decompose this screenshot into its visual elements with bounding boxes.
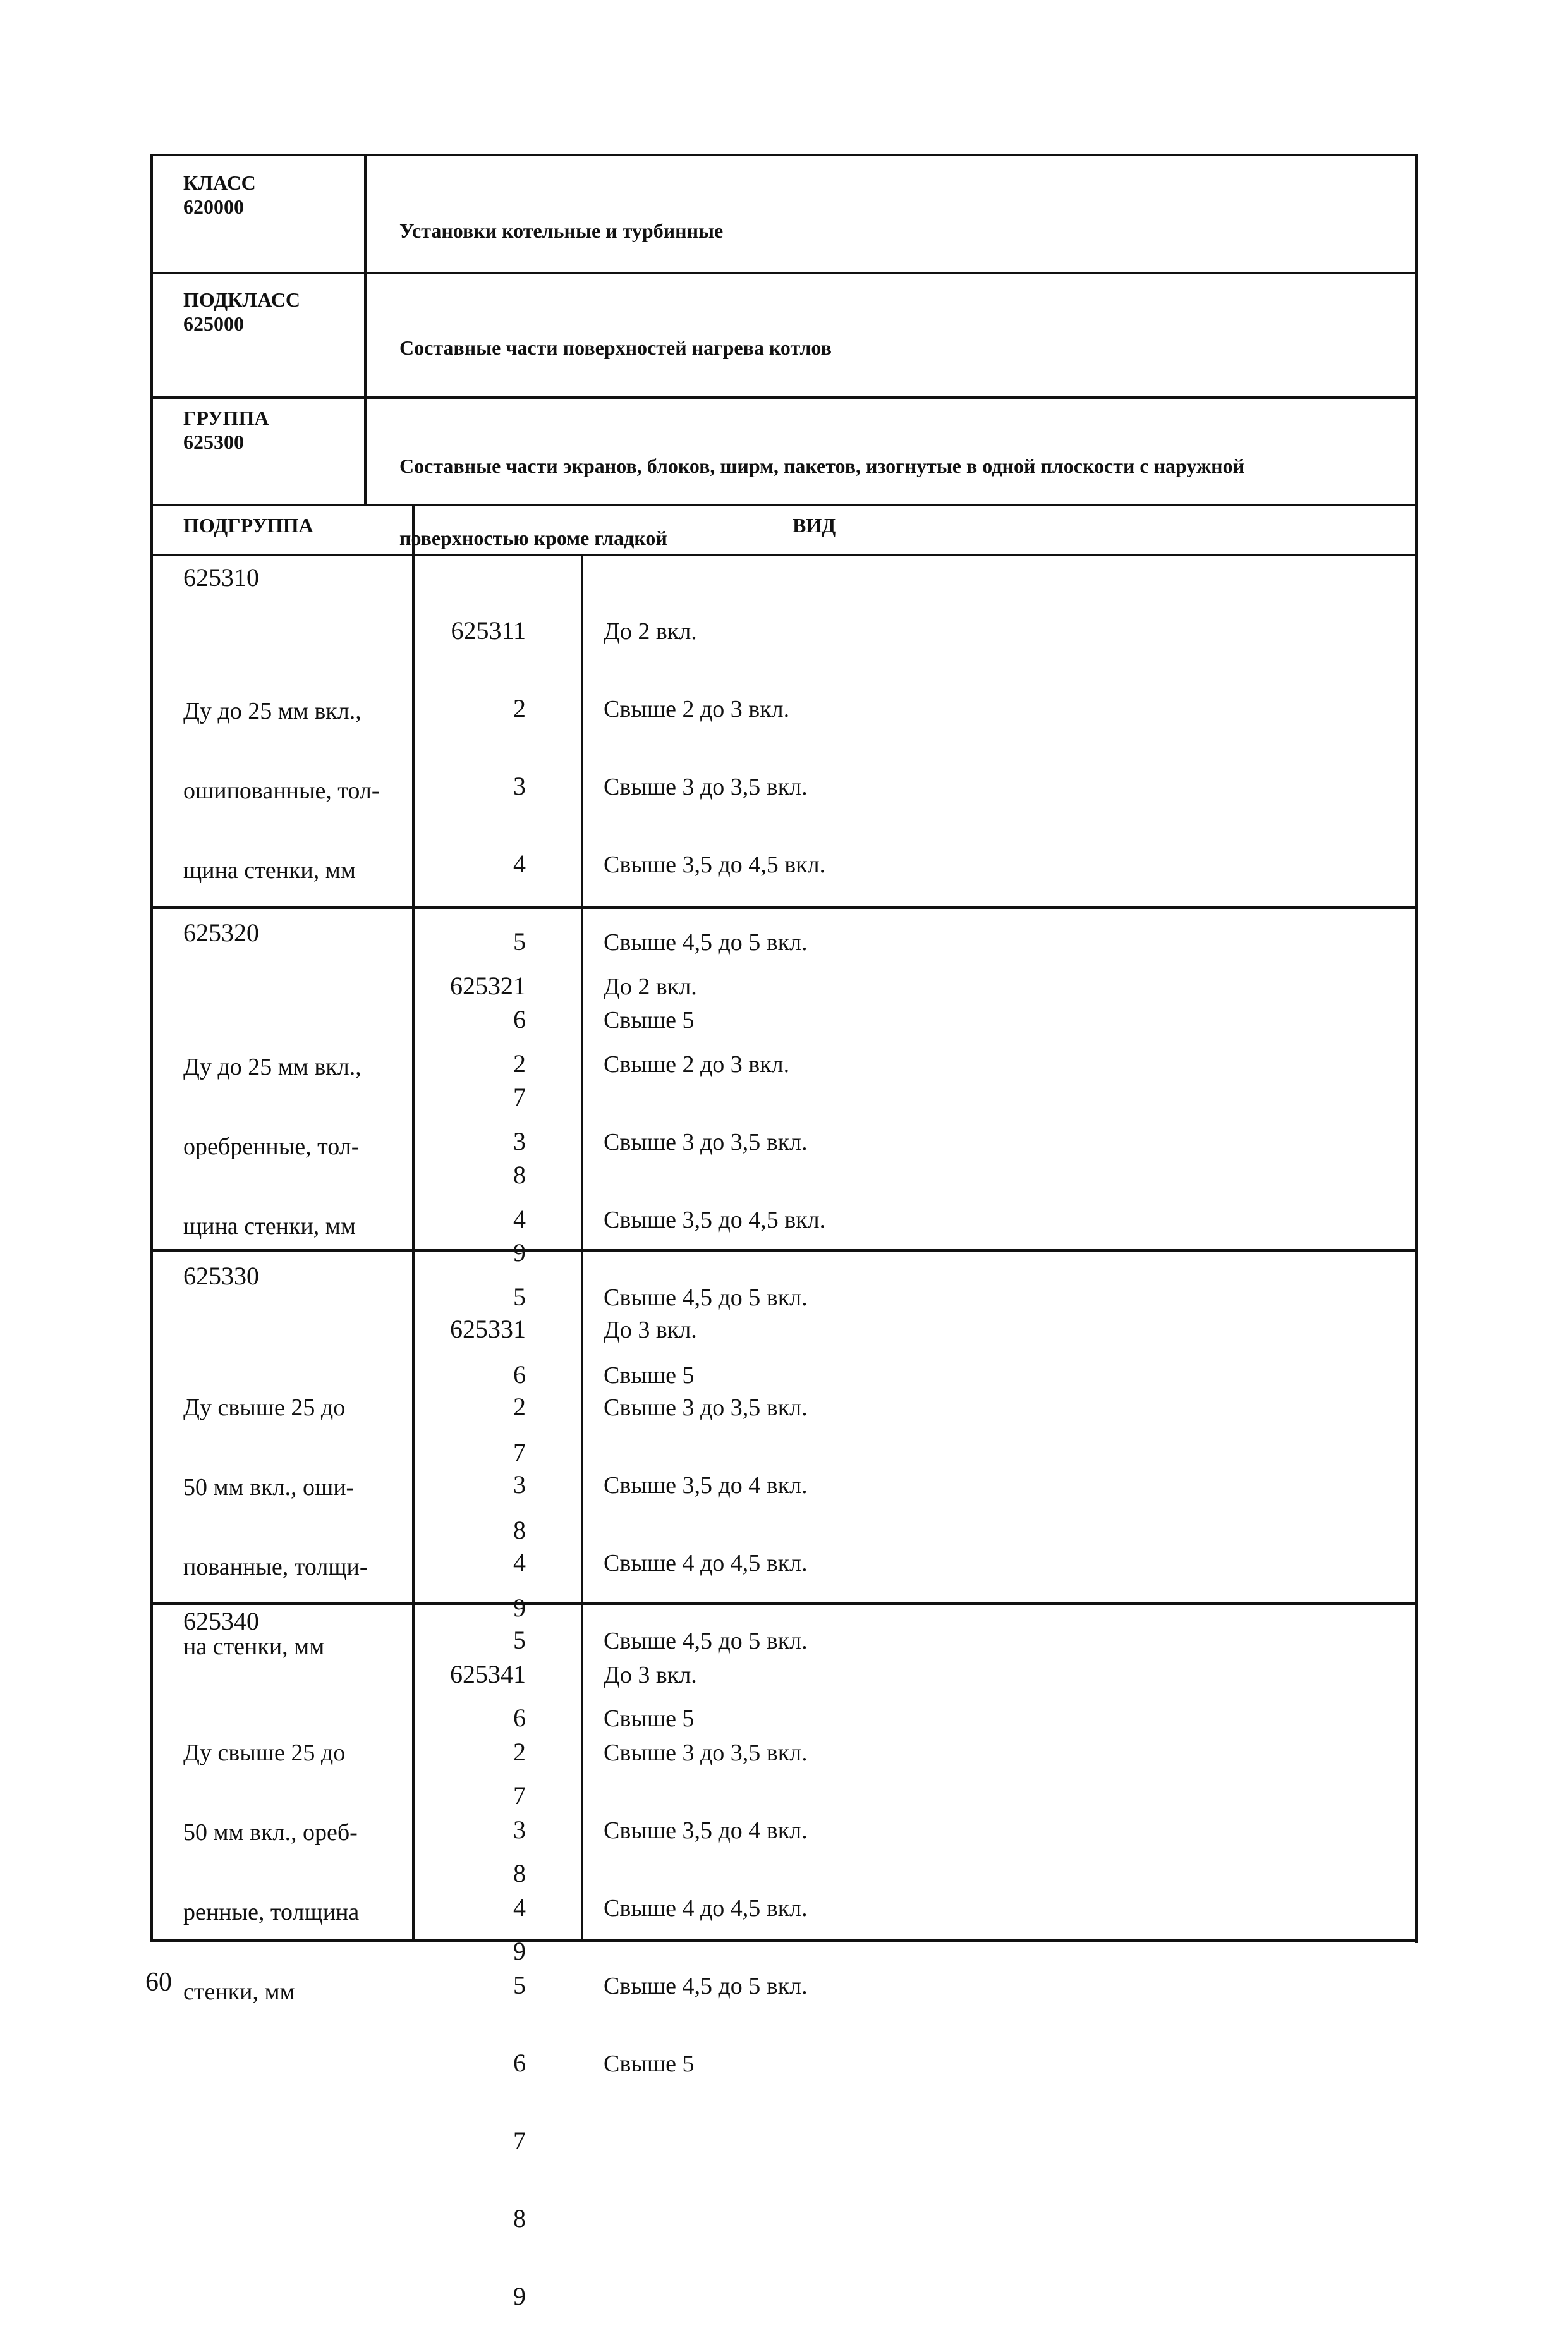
table-border-left (150, 154, 153, 1940)
subgroup-description-line: Ду свыше 25 до (183, 1740, 346, 1766)
column-header-vid: ВИД (793, 514, 836, 537)
code-item: 625341 (450, 1660, 526, 1688)
code-item: 9 (513, 1594, 526, 1622)
code-item: 3 (513, 1815, 526, 1844)
page-number: 60 (145, 1968, 172, 1997)
vid-item: Свыше 2 до 3 вкл. (604, 1051, 790, 1078)
code-item: 8 (513, 1859, 526, 1887)
vid-item: До 2 вкл. (604, 618, 697, 645)
code-item: 9 (513, 1937, 526, 1965)
code-item: 7 (513, 1781, 526, 1810)
klass-description (399, 171, 723, 267)
vid-item: Свыше 4,5 до 5 вкл. (604, 1284, 808, 1311)
klass-description-line: Установки котельные и турбинные (399, 219, 724, 242)
vid-item: До 2 вкл. (604, 973, 697, 1000)
code-item: 2 (513, 1738, 526, 1766)
code-item: 625311 (451, 616, 526, 645)
subgroup-description-line: 50 мм вкл., ореб- (183, 1819, 358, 1846)
subgroup-code: 625330 (183, 1262, 259, 1290)
code-item: 3 (513, 1470, 526, 1499)
code-item: 4 (513, 1893, 526, 1922)
vid-item: Свыше 3 до 3,5 вкл. (604, 1394, 808, 1421)
subgroup-column-divider (412, 504, 415, 1940)
gruppa-description (399, 406, 1244, 574)
podklass-label: ПОДКЛАСС (183, 288, 300, 311)
subgroup-code: 625320 (183, 918, 259, 947)
vid-item: Свыше 3,5 до 4,5 вкл. (604, 1207, 826, 1233)
code-item: 6 (513, 1704, 526, 1732)
subgroup-codes (425, 1609, 526, 2335)
code-item: 6 (513, 2049, 526, 2077)
vid-item: Свыше 5 (604, 1007, 695, 1033)
vid-item: Свыше 5 (604, 1705, 695, 1732)
table-border-top (150, 154, 1418, 156)
gruppa-label: ГРУППА (183, 406, 269, 429)
code-item: 9 (513, 1238, 526, 1267)
vid-item: Свыше 3,5 до 4 вкл. (604, 1472, 808, 1499)
gruppa-code: 625300 (183, 430, 244, 453)
subgroup-description-line: Ду до 25 мм вкл., (183, 1054, 362, 1080)
table-border-right (1415, 154, 1418, 1943)
row-divider-klass (150, 272, 1418, 274)
vid-item: Свыше 4,5 до 5 вкл. (604, 929, 808, 956)
vid-item: Свыше 4 до 4,5 вкл. (604, 1895, 808, 1922)
vid-item: Свыше 3 до 3,5 вкл. (604, 1740, 808, 1766)
code-item: 5 (513, 1626, 526, 1654)
code-item: 7 (513, 2126, 526, 2155)
vid-item: Свыше 5 (604, 1362, 695, 1389)
subgroup-description-line: ренные, толщина (183, 1899, 360, 1925)
code-item: 7 (513, 1083, 526, 1111)
code-item: 5 (513, 1283, 526, 1311)
subgroup-vid-list (604, 1611, 808, 2103)
code-item: 3 (513, 772, 526, 800)
vid-item: Свыше 4,5 до 5 вкл. (604, 1628, 808, 1654)
code-item: 6 (513, 1005, 526, 1033)
podklass-code: 625000 (183, 312, 244, 335)
code-item: 8 (513, 1516, 526, 1544)
subgroup-description-line: стенки, мм (183, 1978, 295, 2005)
code-item: 8 (513, 2204, 526, 2233)
subgroup-description (183, 1001, 362, 1266)
code-item: 8 (513, 1161, 526, 1189)
subgroup-description-line: Ду до 25 мм вкл., (183, 698, 362, 724)
subgroup-description (183, 645, 380, 910)
column-header-podgruppa: ПОДГРУППА (183, 514, 313, 537)
row-divider-podklass (150, 396, 1418, 399)
vid-item: Свыше 4 до 4,5 вкл. (604, 1550, 808, 1576)
vid-item: Свыше 3,5 до 4 вкл. (604, 1817, 808, 1844)
code-item: 4 (513, 850, 526, 878)
header-column-divider (364, 154, 367, 504)
subgroup-description-line: на стенки, мм (183, 1633, 325, 1660)
subgroup-code: 625310 (183, 563, 259, 592)
subgroup-description-line: оребренные, тол- (183, 1133, 360, 1160)
code-item: 3 (513, 1127, 526, 1155)
podklass-description-line: Составные части поверхностей нагрева котлов (399, 336, 832, 359)
code-item: 9 (513, 2282, 526, 2310)
vid-item: Свыше 4,5 до 5 вкл. (604, 1973, 808, 1999)
code-item: 4 (513, 1548, 526, 1576)
code-item: 4 (513, 1205, 526, 1233)
code-item: 625331 (450, 1315, 526, 1343)
subgroup-description (183, 1686, 359, 2032)
subgroup-description-line: Ду свыше 25 до (183, 1394, 346, 1421)
code-item: 6 (513, 1360, 526, 1389)
code-item: 5 (513, 927, 526, 956)
code-item: 2 (513, 1049, 526, 1078)
subgroup-description-line: щина стенки, мм (183, 1213, 356, 1240)
subgroup-code: 625340 (183, 1607, 259, 1635)
vid-item: Свыше 3 до 3,5 вкл. (604, 1129, 808, 1155)
code-item: 7 (513, 1438, 526, 1466)
subgroup-description-line: 50 мм вкл., оши- (183, 1474, 355, 1501)
code-item: 2 (513, 694, 526, 722)
podklass-description (399, 288, 832, 384)
subgroup-description-line: пованные, толщи- (183, 1554, 368, 1580)
vid-item: До 3 вкл. (604, 1662, 697, 1688)
vid-item: Свыше 3 до 3,5 вкл. (604, 774, 808, 800)
code-item: 2 (513, 1393, 526, 1421)
subgroup-description-line: щина стенки, мм (183, 857, 356, 884)
vid-item: Свыше 2 до 3 вкл. (604, 696, 790, 722)
codes-column-divider (581, 554, 583, 1940)
vid-item: Свыше 5 (604, 2051, 695, 2077)
subgroup-description-line: ошипованные, тол- (183, 777, 380, 804)
code-item: 625321 (450, 972, 526, 1000)
gruppa-description-line: Составные части экранов, блоков, ширм, пакетов, изогнутые в одной плоскости с наружной (399, 454, 1245, 477)
vid-item: До 3 вкл. (604, 1317, 697, 1343)
vid-item: Свыше 3,5 до 4,5 вкл. (604, 851, 826, 878)
gruppa-description-line: поверхностью кроме гладкой (399, 527, 667, 549)
klass-label: КЛАСС (183, 171, 256, 194)
code-item: 5 (513, 1971, 526, 1999)
klass-code: 620000 (183, 195, 244, 218)
